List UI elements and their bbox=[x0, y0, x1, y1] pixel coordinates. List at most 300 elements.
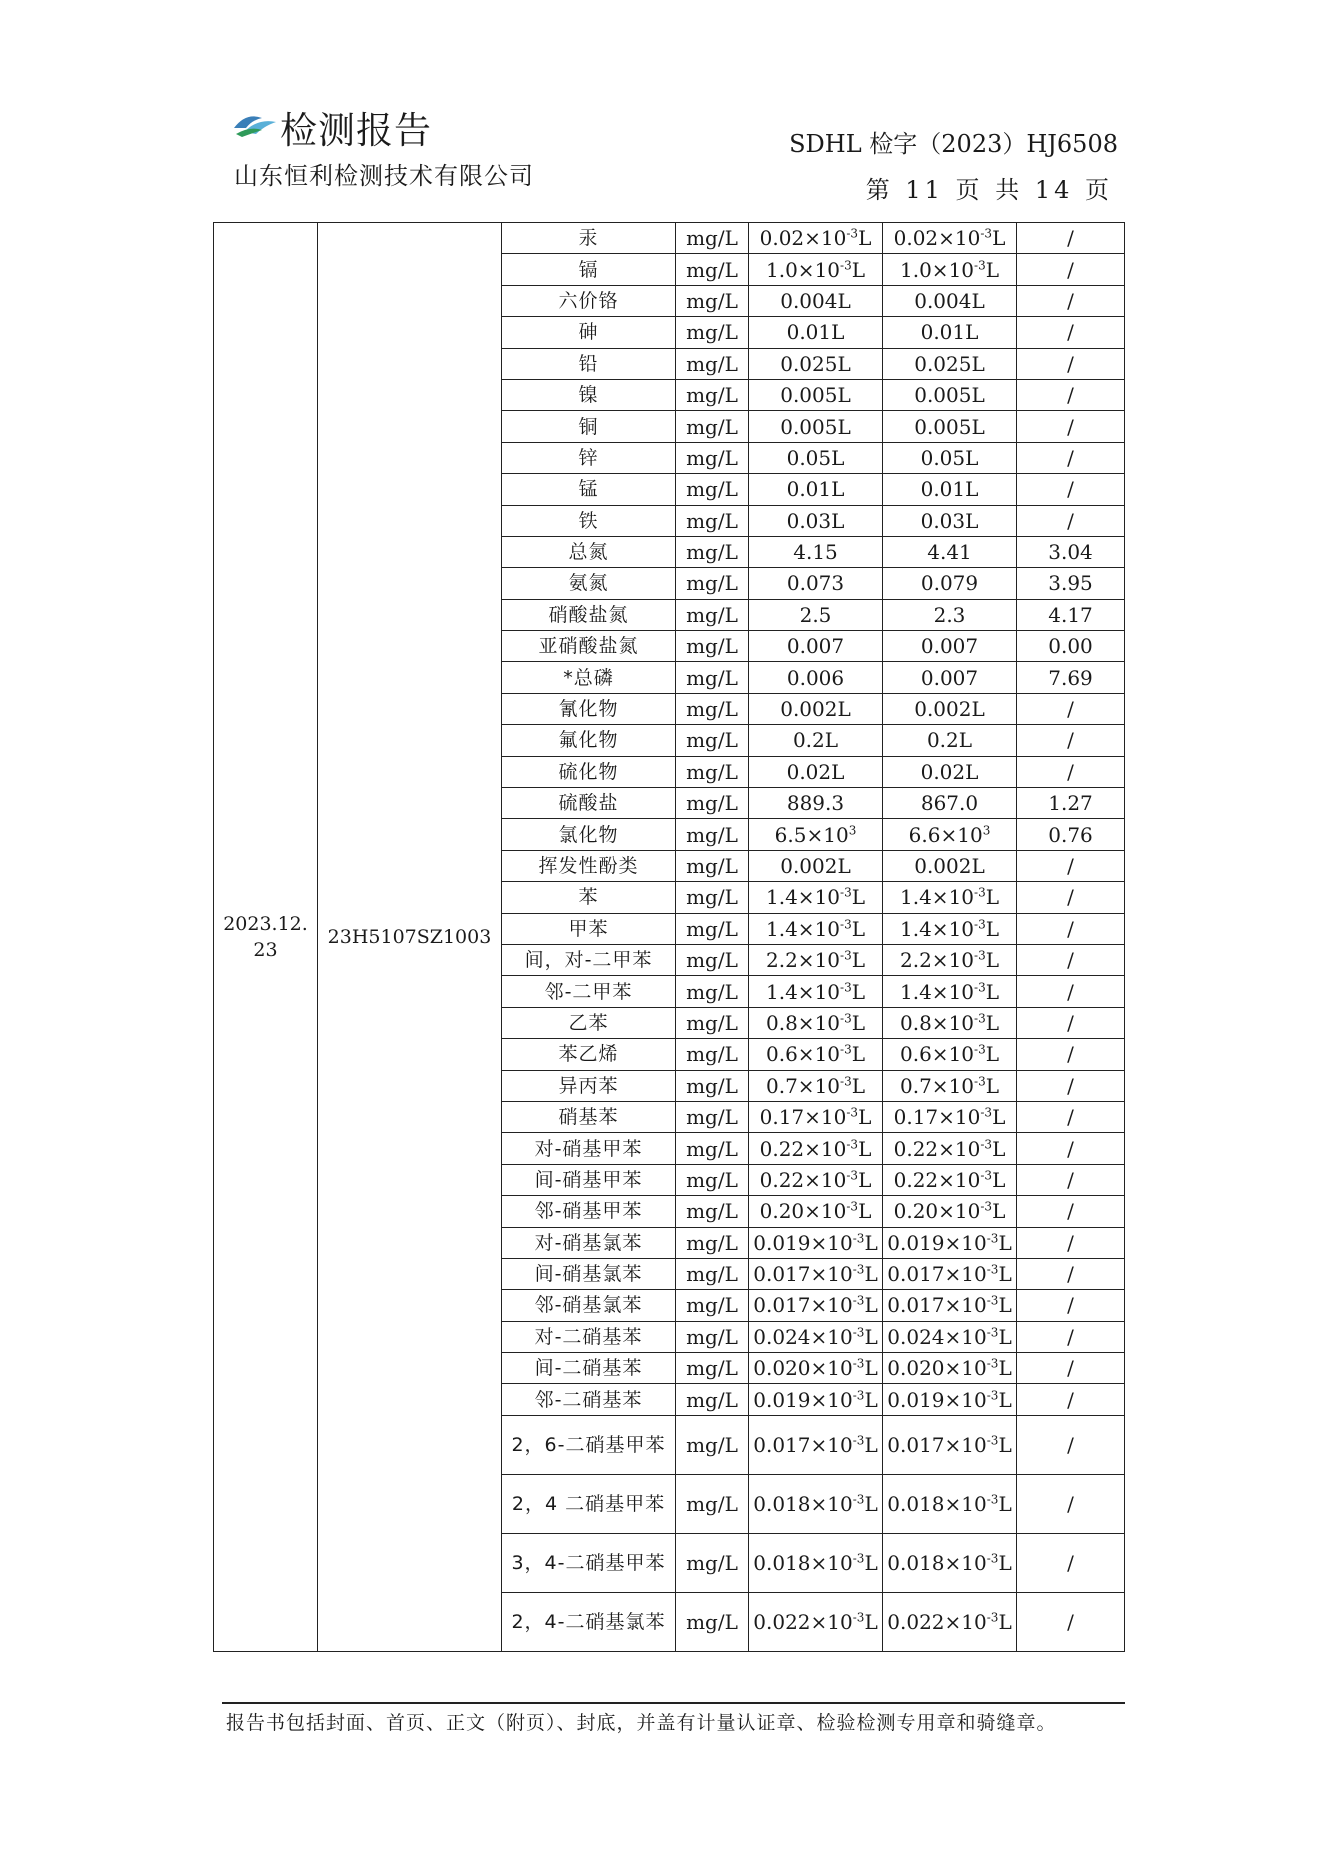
v1-exponent: -3 bbox=[846, 1105, 859, 1120]
v2-suffix: L bbox=[985, 1010, 999, 1035]
v2-base: 0.005L bbox=[914, 383, 985, 408]
v1-exponent: -3 bbox=[852, 1551, 865, 1566]
unit: mg/L bbox=[676, 662, 749, 693]
v1-cell bbox=[749, 1353, 883, 1384]
unit: mg/L bbox=[676, 1070, 749, 1101]
v1-base: 0.007 bbox=[786, 634, 845, 659]
item-name: 锌 bbox=[502, 442, 676, 473]
v2-base: 0.025L bbox=[914, 351, 985, 376]
results-table-container bbox=[213, 222, 1125, 1652]
unit: mg/L bbox=[676, 442, 749, 473]
deviation: / bbox=[1017, 285, 1125, 316]
v1-suffix: L bbox=[864, 1356, 878, 1381]
unit: mg/L bbox=[676, 756, 749, 787]
unit: mg/L bbox=[676, 1133, 749, 1164]
v2-exponent: -3 bbox=[986, 1387, 999, 1402]
unit: mg/L bbox=[676, 1258, 749, 1289]
v2-cell bbox=[883, 1415, 1017, 1474]
v2-cell bbox=[883, 1290, 1017, 1321]
v1-cell bbox=[749, 348, 883, 379]
v1-exponent: -3 bbox=[840, 1042, 852, 1057]
v2-base: 0.018×10 bbox=[887, 1491, 987, 1516]
v1-exponent: -3 bbox=[840, 948, 852, 963]
footer-divider bbox=[222, 1702, 1125, 1704]
v1-cell bbox=[749, 850, 883, 881]
v1-base: 0.8×10 bbox=[766, 1010, 841, 1035]
v2-base: 867.0 bbox=[920, 791, 979, 816]
v2-cell bbox=[883, 1384, 1017, 1415]
unit: mg/L bbox=[676, 1415, 749, 1474]
v2-cell bbox=[883, 850, 1017, 881]
v1-exponent: -3 bbox=[852, 1325, 865, 1340]
v1-suffix: L bbox=[864, 1491, 878, 1516]
v1-base: 0.017×10 bbox=[753, 1262, 853, 1287]
v2-base: 0.02L bbox=[920, 759, 979, 784]
v1-base: 0.002L bbox=[780, 854, 851, 878]
v2-cell bbox=[883, 379, 1017, 410]
v1-base: 0.025L bbox=[780, 351, 851, 376]
unit: mg/L bbox=[676, 693, 749, 724]
deviation: / bbox=[1017, 1133, 1125, 1164]
v1-base: 0.02×10 bbox=[759, 226, 847, 251]
v1-cell bbox=[749, 223, 883, 254]
v2-base: 0.020×10 bbox=[887, 1356, 987, 1381]
v1-base: 0.006 bbox=[786, 665, 845, 690]
item-name: 铜 bbox=[502, 411, 676, 442]
v2-suffix: L bbox=[998, 1230, 1012, 1255]
v1-suffix: L bbox=[858, 1105, 872, 1130]
v1-suffix: L bbox=[858, 226, 872, 251]
sampling-date: 2023.12. 23 bbox=[214, 223, 318, 1652]
item-name: 间，对-二甲苯 bbox=[502, 944, 676, 975]
v2-base: 0.8×10 bbox=[900, 1010, 975, 1035]
deviation: / bbox=[1017, 474, 1125, 505]
deviation: / bbox=[1017, 317, 1125, 348]
v1-exponent: -3 bbox=[852, 1610, 865, 1625]
v1-cell bbox=[749, 662, 883, 693]
unit: mg/L bbox=[676, 568, 749, 599]
v2-cell bbox=[883, 474, 1017, 505]
v2-base: 0.002L bbox=[914, 697, 985, 722]
item-name: 汞 bbox=[502, 223, 676, 254]
deviation: / bbox=[1017, 850, 1125, 881]
deviation: / bbox=[1017, 1290, 1125, 1321]
v2-cell bbox=[883, 756, 1017, 787]
v1-exponent: 3 bbox=[848, 822, 857, 837]
item-name: 间-硝基甲苯 bbox=[502, 1164, 676, 1195]
v2-base: 1.4×10 bbox=[900, 979, 975, 1004]
v2-base: 0.17×10 bbox=[893, 1105, 981, 1130]
v1-cell bbox=[749, 1196, 883, 1227]
v2-cell bbox=[883, 1007, 1017, 1038]
item-name: 2，6-二硝基甲苯 bbox=[502, 1415, 676, 1474]
v1-exponent: -3 bbox=[840, 917, 852, 932]
v2-exponent: -3 bbox=[980, 226, 993, 241]
v1-exponent: -3 bbox=[846, 226, 859, 241]
v1-suffix: L bbox=[864, 1432, 878, 1457]
unit: mg/L bbox=[676, 317, 749, 348]
v1-base: 1.0×10 bbox=[766, 257, 841, 282]
item-name: 铅 bbox=[502, 348, 676, 379]
v2-cell bbox=[883, 599, 1017, 630]
v2-cell bbox=[883, 1321, 1017, 1352]
v2-exponent: -3 bbox=[974, 948, 986, 963]
v1-cell bbox=[749, 1592, 883, 1651]
deviation: 4.17 bbox=[1017, 599, 1125, 630]
v1-cell bbox=[749, 474, 883, 505]
v2-base: 0.7×10 bbox=[900, 1073, 975, 1098]
v2-base: 6.6×10 bbox=[908, 822, 983, 847]
v1-base: 0.7×10 bbox=[766, 1073, 841, 1098]
v2-cell bbox=[883, 1258, 1017, 1289]
deviation: 0.00 bbox=[1017, 631, 1125, 662]
v1-base: 0.020×10 bbox=[753, 1356, 853, 1381]
v2-cell bbox=[883, 1070, 1017, 1101]
v1-cell bbox=[749, 631, 883, 662]
unit: mg/L bbox=[676, 1101, 749, 1132]
unit: mg/L bbox=[676, 850, 749, 881]
unit: mg/L bbox=[676, 819, 749, 850]
v2-exponent: -3 bbox=[986, 1492, 999, 1507]
v1-base: 0.002L bbox=[780, 697, 851, 722]
item-name: 镉 bbox=[502, 254, 676, 285]
v2-base: 0.01L bbox=[920, 320, 979, 345]
item-name: 氟化物 bbox=[502, 725, 676, 756]
v1-base: 0.017×10 bbox=[753, 1432, 853, 1457]
v1-exponent: -3 bbox=[846, 1168, 859, 1183]
item-name: 邻-硝基氯苯 bbox=[502, 1290, 676, 1321]
v2-base: 0.079 bbox=[920, 571, 979, 596]
deviation: / bbox=[1017, 1474, 1125, 1533]
v1-suffix: L bbox=[851, 1010, 865, 1035]
v1-base: 1.4×10 bbox=[766, 885, 841, 910]
v2-base: 0.22×10 bbox=[893, 1136, 981, 1161]
v2-base: 2.2×10 bbox=[900, 948, 975, 973]
item-name: 2，4 二硝基甲苯 bbox=[502, 1474, 676, 1533]
v1-exponent: -3 bbox=[840, 979, 852, 994]
v1-cell bbox=[749, 725, 883, 756]
v2-exponent: -3 bbox=[980, 1168, 993, 1183]
v1-cell bbox=[749, 411, 883, 442]
v2-base: 0.019×10 bbox=[887, 1230, 987, 1255]
v1-base: 0.02L bbox=[786, 759, 845, 784]
deviation: / bbox=[1017, 1533, 1125, 1592]
v1-cell bbox=[749, 944, 883, 975]
item-name: 乙苯 bbox=[502, 1007, 676, 1038]
v2-base: 0.2L bbox=[926, 728, 973, 753]
v2-suffix: L bbox=[992, 1199, 1006, 1224]
v1-base: 0.022×10 bbox=[753, 1609, 853, 1634]
v2-exponent: -3 bbox=[986, 1610, 999, 1625]
item-name: 总氮 bbox=[502, 536, 676, 567]
unit: mg/L bbox=[676, 474, 749, 505]
unit: mg/L bbox=[676, 348, 749, 379]
v1-cell bbox=[749, 913, 883, 944]
item-name: 对-硝基氯苯 bbox=[502, 1227, 676, 1258]
unit: mg/L bbox=[676, 411, 749, 442]
v1-cell bbox=[749, 1101, 883, 1132]
deviation: / bbox=[1017, 1007, 1125, 1038]
item-name: 苯乙烯 bbox=[502, 1039, 676, 1070]
v2-cell bbox=[883, 317, 1017, 348]
v1-cell bbox=[749, 693, 883, 724]
v1-exponent: -3 bbox=[840, 885, 852, 900]
v1-exponent: -3 bbox=[852, 1231, 865, 1246]
v1-exponent: -3 bbox=[852, 1433, 865, 1448]
v2-suffix: L bbox=[985, 1073, 999, 1098]
v1-base: 0.01L bbox=[786, 477, 845, 502]
v2-exponent: -3 bbox=[980, 1199, 993, 1214]
deviation: / bbox=[1017, 976, 1125, 1007]
unit: mg/L bbox=[676, 1196, 749, 1227]
deviation: / bbox=[1017, 1070, 1125, 1101]
deviation: 1.27 bbox=[1017, 788, 1125, 819]
deviation: / bbox=[1017, 725, 1125, 756]
v2-base: 0.007 bbox=[920, 665, 979, 690]
v2-base: 0.017×10 bbox=[887, 1432, 987, 1457]
v1-exponent: -3 bbox=[846, 1136, 859, 1151]
v1-exponent: -3 bbox=[852, 1387, 865, 1402]
unit: mg/L bbox=[676, 725, 749, 756]
v2-cell bbox=[883, 944, 1017, 975]
unit: mg/L bbox=[676, 913, 749, 944]
v1-base: 0.018×10 bbox=[753, 1491, 853, 1516]
v2-suffix: L bbox=[998, 1432, 1012, 1457]
v1-cell bbox=[749, 1227, 883, 1258]
v1-cell bbox=[749, 568, 883, 599]
footer-note: 报告书包括封面、首页、正文（附页）、封底，并盖有计量认证章、检验检测专用章和骑缝章。 bbox=[226, 1712, 1057, 1734]
v1-suffix: L bbox=[864, 1230, 878, 1255]
deviation: / bbox=[1017, 882, 1125, 913]
v2-cell bbox=[883, 442, 1017, 473]
v2-suffix: L bbox=[992, 1167, 1006, 1192]
v2-base: 0.018×10 bbox=[887, 1550, 987, 1575]
item-name: 邻-二甲苯 bbox=[502, 976, 676, 1007]
v2-base: 0.004L bbox=[914, 288, 985, 313]
v2-cell bbox=[883, 568, 1017, 599]
v2-cell bbox=[883, 536, 1017, 567]
unit: mg/L bbox=[676, 285, 749, 316]
v2-base: 4.41 bbox=[927, 540, 972, 565]
v1-cell bbox=[749, 1070, 883, 1101]
item-name: 硫酸盐 bbox=[502, 788, 676, 819]
unit: mg/L bbox=[676, 223, 749, 254]
v2-base: 0.005L bbox=[914, 414, 985, 439]
v1-cell bbox=[749, 1133, 883, 1164]
unit: mg/L bbox=[676, 1533, 749, 1592]
v2-base: 0.20×10 bbox=[893, 1199, 981, 1224]
v2-base: 0.22×10 bbox=[893, 1167, 981, 1192]
v1-base: 889.3 bbox=[786, 791, 845, 816]
item-name: 间-二硝基苯 bbox=[502, 1353, 676, 1384]
v2-base: 0.002L bbox=[914, 854, 985, 878]
item-name: 异丙苯 bbox=[502, 1070, 676, 1101]
deviation: / bbox=[1017, 348, 1125, 379]
v1-suffix: L bbox=[864, 1262, 878, 1287]
v2-cell bbox=[883, 1101, 1017, 1132]
unit: mg/L bbox=[676, 1290, 749, 1321]
report-title: 检测报告 bbox=[280, 109, 432, 152]
v1-cell bbox=[749, 254, 883, 285]
v2-base: 1.4×10 bbox=[900, 885, 975, 910]
v1-exponent: -3 bbox=[840, 1074, 852, 1089]
v2-base: 0.6×10 bbox=[900, 1042, 975, 1067]
item-name: 亚硝酸盐氮 bbox=[502, 631, 676, 662]
v1-base: 0.018×10 bbox=[753, 1550, 853, 1575]
v1-cell bbox=[749, 1415, 883, 1474]
v2-suffix: L bbox=[998, 1262, 1012, 1287]
v2-exponent: -3 bbox=[974, 1074, 986, 1089]
deviation: 3.95 bbox=[1017, 568, 1125, 599]
v2-base: 0.03L bbox=[920, 508, 979, 533]
v1-suffix: L bbox=[858, 1167, 872, 1192]
v1-suffix: L bbox=[851, 916, 865, 941]
v1-base: 0.2L bbox=[792, 728, 839, 753]
v1-base: 0.01L bbox=[786, 320, 845, 345]
v1-suffix: L bbox=[864, 1293, 878, 1318]
deviation: / bbox=[1017, 411, 1125, 442]
v2-cell bbox=[883, 1039, 1017, 1070]
item-name: 间-硝基氯苯 bbox=[502, 1258, 676, 1289]
unit: mg/L bbox=[676, 944, 749, 975]
v2-cell bbox=[883, 411, 1017, 442]
v2-suffix: L bbox=[998, 1387, 1012, 1412]
item-name: 邻-硝基甲苯 bbox=[502, 1196, 676, 1227]
unit: mg/L bbox=[676, 599, 749, 630]
v2-suffix: L bbox=[992, 226, 1006, 251]
v1-cell bbox=[749, 599, 883, 630]
deviation: / bbox=[1017, 1227, 1125, 1258]
v1-suffix: L bbox=[851, 979, 865, 1004]
item-name: 对-二硝基苯 bbox=[502, 1321, 676, 1352]
v2-cell bbox=[883, 1353, 1017, 1384]
deviation: / bbox=[1017, 1384, 1125, 1415]
v2-base: 0.01L bbox=[920, 477, 979, 502]
v1-suffix: L bbox=[851, 257, 865, 282]
unit: mg/L bbox=[676, 379, 749, 410]
v2-base: 0.024×10 bbox=[887, 1324, 987, 1349]
v2-suffix: L bbox=[985, 979, 999, 1004]
v2-suffix: L bbox=[998, 1356, 1012, 1381]
v2-cell bbox=[883, 1196, 1017, 1227]
v2-base: 0.05L bbox=[920, 445, 979, 470]
deviation: 7.69 bbox=[1017, 662, 1125, 693]
v2-suffix: L bbox=[985, 916, 999, 941]
v2-suffix: L bbox=[998, 1324, 1012, 1349]
item-name: 硝酸盐氮 bbox=[502, 599, 676, 630]
sample-id: 23H5107SZ1003 bbox=[318, 223, 502, 1652]
v1-base: 2.5 bbox=[799, 602, 832, 627]
item-name: 锰 bbox=[502, 474, 676, 505]
report-number: SDHL 检字（2023）HJ6508 bbox=[789, 130, 1118, 158]
v1-base: 0.20×10 bbox=[759, 1199, 847, 1224]
deviation: / bbox=[1017, 505, 1125, 536]
v1-cell bbox=[749, 976, 883, 1007]
deviation: / bbox=[1017, 379, 1125, 410]
v1-cell bbox=[749, 756, 883, 787]
v1-cell bbox=[749, 788, 883, 819]
v1-suffix: L bbox=[864, 1609, 878, 1634]
v2-suffix: L bbox=[998, 1293, 1012, 1318]
v1-suffix: L bbox=[851, 948, 865, 973]
v1-base: 6.5×10 bbox=[774, 822, 849, 847]
deviation: / bbox=[1017, 756, 1125, 787]
v1-suffix: L bbox=[864, 1550, 878, 1575]
v1-base: 0.073 bbox=[786, 571, 845, 596]
item-name: 氨氮 bbox=[502, 568, 676, 599]
v2-base: 0.02×10 bbox=[893, 226, 981, 251]
unit: mg/L bbox=[676, 254, 749, 285]
v1-suffix: L bbox=[851, 885, 865, 910]
unit: mg/L bbox=[676, 1164, 749, 1195]
deviation: / bbox=[1017, 1101, 1125, 1132]
v2-base: 0.017×10 bbox=[887, 1293, 987, 1318]
v2-suffix: L bbox=[985, 257, 999, 282]
v1-exponent: -3 bbox=[840, 257, 852, 272]
v1-base: 0.019×10 bbox=[753, 1387, 853, 1412]
v2-cell bbox=[883, 631, 1017, 662]
v1-cell bbox=[749, 1321, 883, 1352]
v2-exponent: -3 bbox=[986, 1356, 999, 1371]
v2-base: 0.019×10 bbox=[887, 1387, 987, 1412]
unit: mg/L bbox=[676, 1474, 749, 1533]
v1-base: 0.005L bbox=[780, 383, 851, 408]
v1-base: 0.03L bbox=[786, 508, 845, 533]
v1-base: 0.6×10 bbox=[766, 1042, 841, 1067]
item-name: 3，4-二硝基甲苯 bbox=[502, 1533, 676, 1592]
v1-cell bbox=[749, 1384, 883, 1415]
v1-cell bbox=[749, 285, 883, 316]
item-name: 氯化物 bbox=[502, 819, 676, 850]
item-name: 挥发性酚类 bbox=[502, 850, 676, 881]
v2-base: 0.022×10 bbox=[887, 1609, 987, 1634]
item-name: 2，4-二硝基氯苯 bbox=[502, 1592, 676, 1651]
v1-cell bbox=[749, 442, 883, 473]
v2-base: 1.0×10 bbox=[900, 257, 975, 282]
v2-cell bbox=[883, 1133, 1017, 1164]
v1-cell bbox=[749, 882, 883, 913]
page-number: 第 11 页 共 14 页 bbox=[865, 176, 1113, 204]
v1-cell bbox=[749, 1290, 883, 1321]
unit: mg/L bbox=[676, 631, 749, 662]
v2-cell bbox=[883, 662, 1017, 693]
deviation: / bbox=[1017, 1039, 1125, 1070]
v1-cell bbox=[749, 1039, 883, 1070]
item-name: 硝基苯 bbox=[502, 1101, 676, 1132]
v2-cell bbox=[883, 725, 1017, 756]
v2-suffix: L bbox=[985, 1042, 999, 1067]
v1-base: 1.4×10 bbox=[766, 916, 841, 941]
v1-base: 0.005L bbox=[780, 414, 851, 439]
v1-cell bbox=[749, 317, 883, 348]
deviation: / bbox=[1017, 1258, 1125, 1289]
v1-cell bbox=[749, 1258, 883, 1289]
v2-cell bbox=[883, 1592, 1017, 1651]
v2-suffix: L bbox=[992, 1136, 1006, 1161]
v1-exponent: -3 bbox=[846, 1199, 859, 1214]
deviation: / bbox=[1017, 223, 1125, 254]
deviation: / bbox=[1017, 254, 1125, 285]
v2-suffix: L bbox=[998, 1550, 1012, 1575]
deviation: / bbox=[1017, 442, 1125, 473]
unit: mg/L bbox=[676, 1227, 749, 1258]
deviation: / bbox=[1017, 1196, 1125, 1227]
item-name: 砷 bbox=[502, 317, 676, 348]
v1-base: 0.17×10 bbox=[759, 1105, 847, 1130]
v1-cell bbox=[749, 1533, 883, 1592]
v1-exponent: -3 bbox=[852, 1262, 865, 1277]
v1-cell bbox=[749, 536, 883, 567]
